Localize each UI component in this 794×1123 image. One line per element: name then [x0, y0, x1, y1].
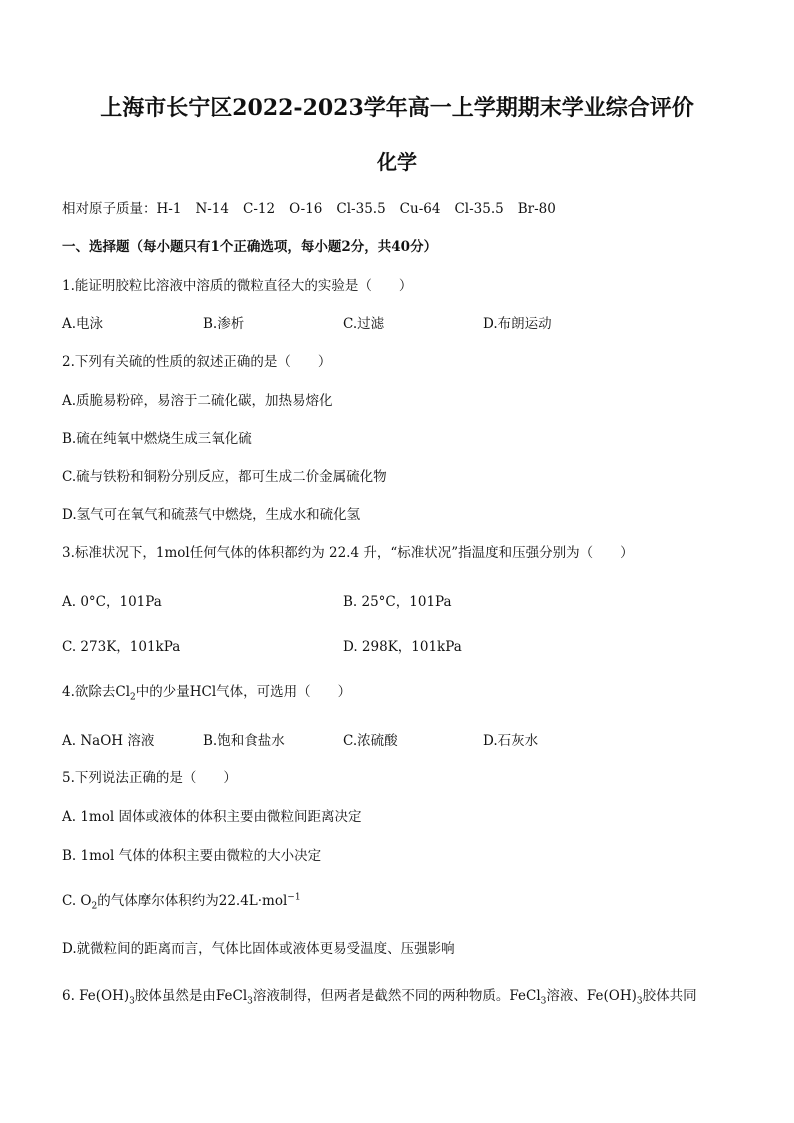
question-4-option-b: B.饱和食盐水 — [203, 733, 285, 749]
question-5-option-c — [62, 892, 301, 912]
question-3-option-d: D. 298K，101kPa — [343, 639, 462, 655]
q5c-sub: 2 — [91, 901, 98, 912]
question-2-option-c: C.硫与铁粉和铜粉分别反应，都可生成二价金属硫化物 — [62, 469, 387, 485]
question-2-option-a: A.质脆易粉碎，易溶于二硫化碳，加热易熔化 — [62, 393, 333, 409]
question-3-stem: 3.标准状况下，1mol任何气体的体积都约为 22.4 升，“标准状况”指温度和压强分别为（ ） — [62, 545, 634, 561]
question-4-option-d: D.石灰水 — [483, 733, 539, 749]
question-4-stem — [62, 684, 352, 703]
question-6-stem — [62, 988, 697, 1007]
atomic-mass-o: O-16 — [289, 201, 323, 217]
question-1-option-a: A.电泳 — [62, 316, 104, 332]
atomic-mass-c: C-12 — [243, 201, 276, 217]
exam-title: 上海市长宁区2022-2023学年高一上学期期末学业综合评价 — [100, 95, 694, 121]
q6-p3: 溶液制得，但两者是截然不同的两种物质。FeCl — [252, 988, 541, 1004]
q5c-mid: 的气体摩尔体积约为22.4L·mol — [97, 893, 288, 909]
atomic-mass-cl-2: Cl-35.5 — [454, 201, 504, 217]
question-3-option-a: A. 0°C，101Pa — [62, 594, 162, 610]
q6-p2: 胶体虽然是由FeCl — [134, 988, 248, 1004]
question-1-option-c: C.过滤 — [343, 316, 385, 332]
q6-p4: 溶液、Fe(OH) — [546, 988, 637, 1004]
q6-s2: 3 — [247, 996, 253, 1007]
question-1-stem: 1.能证明胶粒比溶液中溶质的微粒直径大的实验是（ ） — [62, 278, 413, 294]
question-3-option-b: B. 25°C，101Pa — [343, 594, 452, 610]
question-1-option-d: D.布朗运动 — [483, 316, 552, 332]
atomic-mass-h: H-1 — [156, 201, 182, 217]
q4-stem-post: 中的少量HCl气体，可选用（ ） — [135, 684, 352, 700]
question-4-option-c: C.浓硫酸 — [343, 733, 398, 749]
section-heading: 一、选择题（每小题只有1个正确选项，每小题2分，共40分） — [62, 239, 438, 255]
question-2-option-d: D.氢气可在氧气和硫蒸气中燃烧，生成水和硫化氢 — [62, 507, 361, 523]
q6-s1: 3 — [129, 996, 135, 1007]
question-2-option-b: B.硫在纯氧中燃烧生成三氧化硫 — [62, 431, 252, 447]
q6-s4: 3 — [636, 996, 643, 1007]
q6-p5: 胶体共同 — [642, 988, 697, 1004]
q6-p1: 6. Fe(OH) — [62, 988, 130, 1004]
question-4-option-a: A. NaOH 溶液 — [62, 733, 155, 749]
question-5-option-d: D.就微粒间的距离而言，气体比固体或液体更易受温度、压强影响 — [62, 941, 455, 957]
question-2-stem: 2.下列有关硫的性质的叙述正确的是（ ） — [62, 354, 332, 370]
q4-stem-sub: 2 — [130, 692, 136, 703]
question-3-option-c: C. 273K，101kPa — [62, 639, 181, 655]
question-5-option-b: B. 1mol 气体的体积主要由微粒的大小决定 — [62, 848, 322, 864]
atomic-masses — [62, 203, 570, 217]
atomic-mass-cu: Cu-64 — [399, 201, 441, 217]
q4-stem-pre: 4.欲除去Cl — [62, 684, 131, 700]
q6-s3: 3 — [540, 996, 547, 1007]
question-5-option-a: A. 1mol 固体或液体的体积主要由微粒间距离决定 — [62, 809, 362, 825]
atomic-mass-br: Br-80 — [517, 201, 556, 217]
atomic-masses-label: 相对原子质量： — [62, 201, 157, 217]
subject-title: 化学 — [377, 150, 417, 174]
atomic-mass-cl: Cl-35.5 — [336, 201, 386, 217]
q5c-sup: −1 — [287, 892, 301, 903]
atomic-mass-n: N-14 — [195, 201, 229, 217]
question-1-option-b: B.渗析 — [203, 316, 245, 332]
q5c-pre: C. O — [62, 893, 92, 909]
question-5-stem: 5.下列说法正确的是（ ） — [62, 770, 237, 786]
